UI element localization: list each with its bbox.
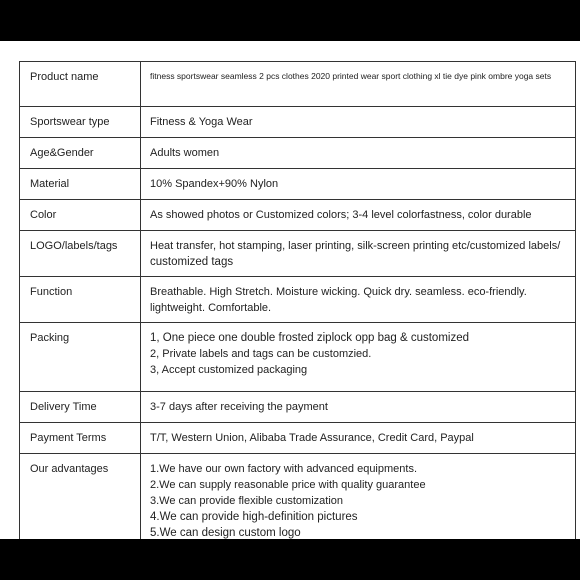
row-value — [141, 323, 576, 392]
product-spec-table — [19, 61, 576, 539]
value-line: customized tags — [150, 256, 234, 268]
table-row — [20, 323, 576, 392]
row-value — [141, 392, 576, 423]
row-value — [141, 138, 576, 169]
table-row — [20, 200, 576, 231]
table-row — [20, 107, 576, 138]
row-value — [141, 62, 576, 107]
row-label: Product name — [20, 62, 141, 107]
row-label: Delivery Time — [20, 392, 141, 423]
value-line: 3-7 days after receiving the payment — [150, 401, 328, 413]
value-line: 5.We can design custom logo — [150, 527, 301, 539]
value-line: Heat transfer, hot stamping, laser printing, silk-screen printing etc/customized labels/ — [150, 240, 561, 252]
row-value — [141, 454, 576, 540]
row-value — [141, 107, 576, 138]
value-line: As showed photos or Customized colors; 3-4 level colorfastness, color durable — [150, 209, 532, 221]
table-row — [20, 138, 576, 169]
value-line: 2, Private labels and tags can be customzied. — [150, 348, 372, 360]
row-label: Function — [20, 277, 141, 323]
value-line: Adults women — [150, 147, 220, 159]
value-line: 1, One piece one double frosted ziplock opp bag & customized — [150, 332, 470, 344]
value-line: T/T, Western Union, Alibaba Trade Assurance, Credit Card, Paypal — [150, 432, 474, 444]
table-row — [20, 423, 576, 454]
row-label: Material — [20, 169, 141, 200]
table-row — [20, 231, 576, 277]
row-label: Age&Gender — [20, 138, 141, 169]
value-line: 10% Spandex+90% Nylon — [150, 178, 279, 190]
row-value — [141, 200, 576, 231]
value-line: 2.We can supply reasonable price with quality guarantee — [150, 479, 426, 491]
row-label: Sportswear type — [20, 107, 141, 138]
row-label: Color — [20, 200, 141, 231]
product-spec-page — [0, 41, 580, 539]
value-line: fitness sportswear seamless 2 pcs clothes 2020 printed wear sport clothing xl tie dye pink ombre yoga sets — [150, 71, 552, 81]
table-row — [20, 62, 576, 107]
row-label: Packing — [20, 323, 141, 392]
row-value — [141, 231, 576, 277]
table-row — [20, 392, 576, 423]
table-row — [20, 169, 576, 200]
value-line: 1.We have our own factory with advanced equipments. — [150, 463, 418, 475]
row-label: Payment Terms — [20, 423, 141, 454]
row-value — [141, 423, 576, 454]
row-label: Our advantages — [20, 454, 141, 540]
value-line: Breathable. High Stretch. Moisture wicking. Quick dry. seamless. eco-friendly. lightweight. Comfortable. — [150, 286, 527, 314]
row-label: LOGO/labels/tags — [20, 231, 141, 277]
row-value — [141, 169, 576, 200]
value-line: 4.We can provide high-definition pictures — [150, 511, 358, 523]
value-line: 3.We can provide flexible customization — [150, 495, 344, 507]
row-value — [141, 277, 576, 323]
table-row — [20, 454, 576, 540]
table-row — [20, 277, 576, 323]
value-line: Fitness & Yoga Wear — [150, 116, 253, 128]
value-line: 3, Accept customized packaging — [150, 364, 308, 376]
